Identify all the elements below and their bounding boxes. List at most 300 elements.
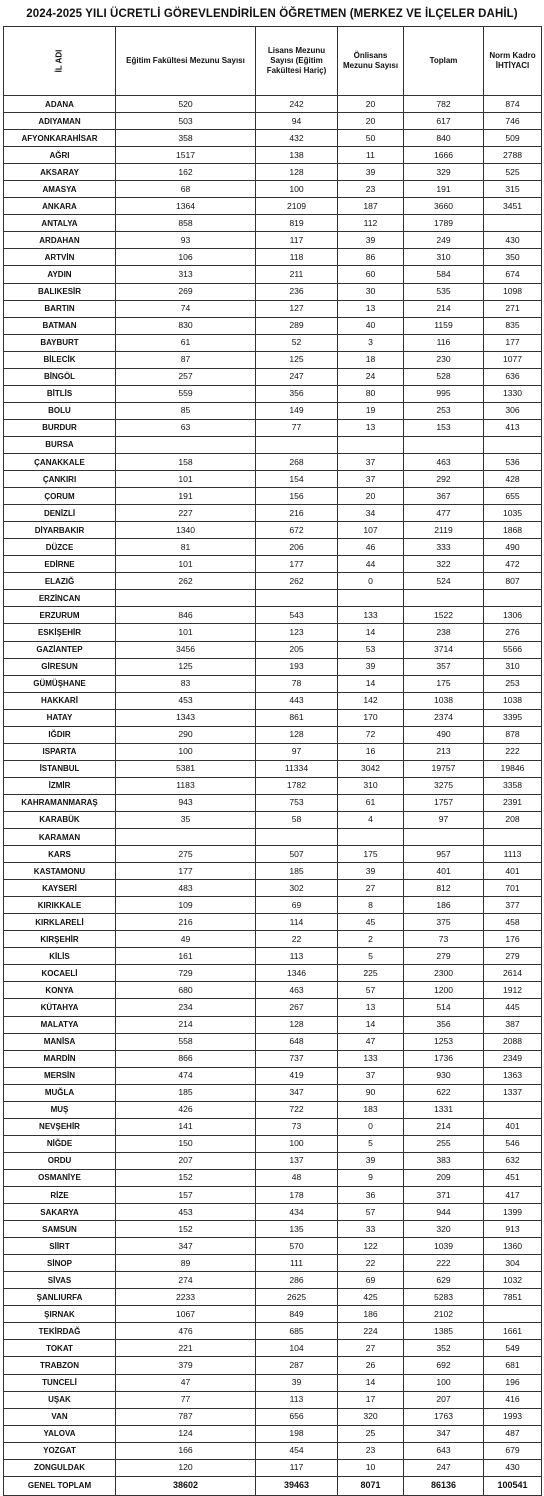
province-name: SİİRT	[4, 1238, 116, 1255]
table-cell: 5283	[404, 1289, 484, 1306]
province-name: MUĞLA	[4, 1084, 116, 1101]
table-cell: 81	[116, 539, 256, 556]
table-cell: 222	[404, 1255, 484, 1272]
table-cell: 183	[338, 1101, 404, 1118]
header-norm-kadro: Norm Kadro İHTİYACI	[484, 27, 542, 96]
table-cell: 1330	[484, 385, 542, 402]
table-row	[4, 198, 542, 215]
table-cell: 476	[116, 1323, 256, 1340]
table-cell: 127	[256, 300, 338, 317]
province-name: MALATYA	[4, 1016, 116, 1033]
province-name: ERZURUM	[4, 607, 116, 624]
table-cell: 1306	[484, 607, 542, 624]
province-name: TUNCELİ	[4, 1374, 116, 1391]
table-cell: 80	[338, 385, 404, 402]
table-row	[4, 232, 542, 249]
province-name: OSMANİYE	[4, 1169, 116, 1186]
table-cell: 722	[256, 1101, 338, 1118]
table-cell: 133	[338, 607, 404, 624]
table-cell: 487	[484, 1425, 542, 1442]
table-cell: 5566	[484, 641, 542, 658]
table-cell: 37	[338, 1067, 404, 1084]
table-cell: 153	[404, 419, 484, 436]
table-cell: 5	[338, 948, 404, 965]
table-cell: 1113	[484, 846, 542, 863]
table-cell: 1098	[484, 283, 542, 300]
table-cell: 97	[404, 811, 484, 828]
table-cell: 310	[338, 777, 404, 794]
table-row	[4, 1340, 542, 1357]
table-cell: 213	[404, 743, 484, 760]
table-row	[4, 811, 542, 828]
table-cell: 133	[338, 1050, 404, 1067]
table-cell: 356	[404, 1016, 484, 1033]
table-row	[4, 436, 542, 453]
table-cell: 290	[116, 726, 256, 743]
table-cell: 8	[338, 897, 404, 914]
table-cell: 846	[116, 607, 256, 624]
table-cell: 4	[338, 811, 404, 828]
table-cell: 995	[404, 385, 484, 402]
total-label: GENEL TOPLAM	[4, 1476, 116, 1495]
table-cell: 1912	[484, 982, 542, 999]
table-cell: 100	[256, 181, 338, 198]
table-cell: 1253	[404, 1033, 484, 1050]
table-cell: 1038	[404, 692, 484, 709]
table-row	[4, 1016, 542, 1033]
table-cell: 729	[116, 965, 256, 982]
table-cell: 37	[338, 453, 404, 470]
table-row	[4, 982, 542, 999]
table-row	[4, 590, 542, 607]
table-cell: 1868	[484, 522, 542, 539]
table-cell: 1200	[404, 982, 484, 999]
province-name: SAKARYA	[4, 1204, 116, 1221]
table-cell: 430	[484, 232, 542, 249]
table-row	[4, 488, 542, 505]
total-cell: 39463	[256, 1476, 338, 1495]
table-row	[4, 249, 542, 266]
table-cell: 636	[484, 368, 542, 385]
table-row	[4, 931, 542, 948]
province-name: UŞAK	[4, 1391, 116, 1408]
table-row	[4, 368, 542, 385]
table-cell: 14	[338, 1016, 404, 1033]
table-cell: 214	[116, 1016, 256, 1033]
province-name: ADIYAMAN	[4, 113, 116, 130]
province-name: SAMSUN	[4, 1221, 116, 1238]
teacher-table	[3, 26, 542, 1496]
table-cell: 819	[256, 215, 338, 232]
table-cell: 426	[116, 1101, 256, 1118]
table-cell: 379	[116, 1357, 256, 1374]
table-cell: 310	[484, 658, 542, 675]
province-name: BİLECİK	[4, 351, 116, 368]
table-cell: 216	[116, 914, 256, 931]
table-cell: 39	[338, 164, 404, 181]
table-cell: 11334	[256, 760, 338, 777]
table-cell: 216	[256, 505, 338, 522]
table-cell: 322	[404, 556, 484, 573]
table-cell: 524	[404, 573, 484, 590]
table-cell: 157	[116, 1187, 256, 1204]
table-cell: 849	[256, 1306, 338, 1323]
province-name: BİTLİS	[4, 385, 116, 402]
table-cell: 692	[404, 1357, 484, 1374]
table-row	[4, 164, 542, 181]
table-cell: 39	[256, 1374, 338, 1391]
table-cell: 93	[116, 232, 256, 249]
province-name: AMASYA	[4, 181, 116, 198]
table-row	[4, 300, 542, 317]
province-name: GİRESUN	[4, 658, 116, 675]
table-cell: 425	[338, 1289, 404, 1306]
province-name: MARDİN	[4, 1050, 116, 1067]
table-cell: 106	[116, 249, 256, 266]
province-name: AKSARAY	[4, 164, 116, 181]
table-cell: 570	[256, 1238, 338, 1255]
table-cell: 858	[116, 215, 256, 232]
table-cell: 35	[116, 811, 256, 828]
table-cell: 3714	[404, 641, 484, 658]
table-row	[4, 1204, 542, 1221]
table-cell: 5381	[116, 760, 256, 777]
table-cell: 23	[338, 1442, 404, 1459]
table-row	[4, 1152, 542, 1169]
table-cell: 306	[484, 402, 542, 419]
table-cell: 238	[404, 624, 484, 641]
table-cell: 840	[404, 130, 484, 147]
table-cell: 53	[338, 641, 404, 658]
table-cell: 2233	[116, 1289, 256, 1306]
province-name: KARAMAN	[4, 829, 116, 846]
table-cell: 170	[338, 709, 404, 726]
table-cell: 0	[338, 573, 404, 590]
table-row	[4, 505, 542, 522]
table-cell: 152	[116, 1221, 256, 1238]
table-cell: 371	[404, 1187, 484, 1204]
table-cell: 315	[484, 181, 542, 198]
table-cell: 72	[338, 726, 404, 743]
table-cell: 57	[338, 1204, 404, 1221]
table-cell: 69	[256, 897, 338, 914]
table-cell: 584	[404, 266, 484, 283]
table-cell	[404, 590, 484, 607]
province-name: HATAY	[4, 709, 116, 726]
table-cell: 125	[116, 658, 256, 675]
table-cell: 347	[116, 1238, 256, 1255]
table-cell: 472	[484, 556, 542, 573]
province-name: TRABZON	[4, 1357, 116, 1374]
table-cell: 2	[338, 931, 404, 948]
table-row	[4, 709, 542, 726]
table-cell: 543	[256, 607, 338, 624]
table-cell: 37	[338, 471, 404, 488]
table-row	[4, 948, 542, 965]
table-cell: 247	[256, 368, 338, 385]
table-cell: 434	[256, 1204, 338, 1221]
table-cell: 268	[256, 453, 338, 470]
table-cell: 1385	[404, 1323, 484, 1340]
table-row	[4, 999, 542, 1016]
province-name: AYDIN	[4, 266, 116, 283]
table-cell: 257	[116, 368, 256, 385]
table-cell: 289	[256, 317, 338, 334]
table-cell: 22	[338, 1255, 404, 1272]
province-name: ORDU	[4, 1152, 116, 1169]
table-cell: 14	[338, 1374, 404, 1391]
table-cell: 302	[256, 880, 338, 897]
table-cell: 11	[338, 147, 404, 164]
table-cell: 205	[256, 641, 338, 658]
table-cell: 50	[338, 130, 404, 147]
table-cell: 377	[484, 897, 542, 914]
table-cell: 320	[338, 1408, 404, 1425]
province-name: MANİSA	[4, 1033, 116, 1050]
province-name: NİĞDE	[4, 1135, 116, 1152]
table-cell: 214	[404, 1118, 484, 1135]
table-cell: 401	[404, 863, 484, 880]
table-cell: 313	[116, 266, 256, 283]
table-cell: 445	[484, 999, 542, 1016]
table-cell: 214	[404, 300, 484, 317]
table-cell: 957	[404, 846, 484, 863]
table-cell: 120	[116, 1459, 256, 1476]
table-cell: 1183	[116, 777, 256, 794]
table-cell: 117	[256, 232, 338, 249]
table-cell: 2300	[404, 965, 484, 982]
table-row	[4, 215, 542, 232]
table-cell: 861	[256, 709, 338, 726]
table-cell	[338, 436, 404, 453]
table-cell: 271	[484, 300, 542, 317]
table-cell	[484, 1306, 542, 1323]
table-cell: 177	[484, 334, 542, 351]
table-row	[4, 317, 542, 334]
table-cell: 622	[404, 1084, 484, 1101]
province-name: ESKİŞEHİR	[4, 624, 116, 641]
table-cell: 225	[338, 965, 404, 982]
table-cell: 546	[484, 1135, 542, 1152]
table-cell: 286	[256, 1272, 338, 1289]
table-row	[4, 692, 542, 709]
table-row	[4, 658, 542, 675]
province-name: AFYONKARAHİSAR	[4, 130, 116, 147]
table-cell: 177	[116, 863, 256, 880]
table-cell: 1035	[484, 505, 542, 522]
table-row	[4, 1289, 542, 1306]
table-row	[4, 556, 542, 573]
table-cell: 520	[116, 96, 256, 113]
table-cell: 357	[404, 658, 484, 675]
table-row	[4, 1221, 542, 1238]
table-cell: 104	[256, 1340, 338, 1357]
province-name: ANKARA	[4, 198, 116, 215]
table-row	[4, 334, 542, 351]
table-cell: 356	[256, 385, 338, 402]
table-cell: 222	[484, 743, 542, 760]
table-cell: 227	[116, 505, 256, 522]
table-cell: 1399	[484, 1204, 542, 1221]
table-cell: 209	[404, 1169, 484, 1186]
table-cell: 230	[404, 351, 484, 368]
table-cell: 44	[338, 556, 404, 573]
province-name: ARTVİN	[4, 249, 116, 266]
table-cell: 1077	[484, 351, 542, 368]
table-cell: 69	[338, 1272, 404, 1289]
table-cell: 0	[338, 1118, 404, 1135]
table-cell: 262	[116, 573, 256, 590]
table-cell: 387	[484, 1016, 542, 1033]
province-name: AĞRI	[4, 147, 116, 164]
table-cell: 161	[116, 948, 256, 965]
table-cell: 358	[116, 130, 256, 147]
table-row	[4, 897, 542, 914]
table-row	[4, 113, 542, 130]
table-cell: 30	[338, 283, 404, 300]
table-cell: 150	[116, 1135, 256, 1152]
table-cell: 559	[116, 385, 256, 402]
table-cell: 292	[404, 471, 484, 488]
table-cell: 142	[338, 692, 404, 709]
table-cell: 177	[256, 556, 338, 573]
table-cell: 812	[404, 880, 484, 897]
table-cell: 944	[404, 1204, 484, 1221]
table-cell: 401	[484, 863, 542, 880]
table-cell: 1522	[404, 607, 484, 624]
table-cell: 2374	[404, 709, 484, 726]
table-cell: 1038	[484, 692, 542, 709]
table-cell: 913	[484, 1221, 542, 1238]
table-cell: 3	[338, 334, 404, 351]
table-cell: 86	[338, 249, 404, 266]
table-row	[4, 453, 542, 470]
table-cell: 275	[116, 846, 256, 863]
table-cell: 3042	[338, 760, 404, 777]
table-cell: 347	[256, 1084, 338, 1101]
table-cell: 107	[338, 522, 404, 539]
table-cell: 383	[404, 1152, 484, 1169]
table-row	[4, 1408, 542, 1425]
table-cell: 310	[404, 249, 484, 266]
table-row	[4, 1442, 542, 1459]
province-name: ISPARTA	[4, 743, 116, 760]
table-cell: 503	[116, 113, 256, 130]
table-cell: 162	[116, 164, 256, 181]
table-cell: 49	[116, 931, 256, 948]
table-cell	[256, 436, 338, 453]
table-cell: 2088	[484, 1033, 542, 1050]
table-cell: 207	[116, 1152, 256, 1169]
table-cell: 20	[338, 96, 404, 113]
table-cell: 2391	[484, 794, 542, 811]
province-name: RİZE	[4, 1187, 116, 1204]
table-cell: 320	[404, 1221, 484, 1238]
province-name: ÇORUM	[4, 488, 116, 505]
table-row	[4, 863, 542, 880]
table-cell: 2614	[484, 965, 542, 982]
province-name: MUŞ	[4, 1101, 116, 1118]
table-cell: 123	[256, 624, 338, 641]
table-cell: 787	[116, 1408, 256, 1425]
table-cell: 528	[404, 368, 484, 385]
table-cell	[484, 436, 542, 453]
table-cell: 1661	[484, 1323, 542, 1340]
table-cell: 2788	[484, 147, 542, 164]
table-cell: 401	[484, 1118, 542, 1135]
table-cell: 39	[338, 1152, 404, 1169]
table-cell: 2109	[256, 198, 338, 215]
province-name: KOCAELİ	[4, 965, 116, 982]
table-row	[4, 880, 542, 897]
province-name: BAYBURT	[4, 334, 116, 351]
table-cell: 329	[404, 164, 484, 181]
table-cell: 632	[484, 1152, 542, 1169]
table-cell: 1159	[404, 317, 484, 334]
province-name: GAZİANTEP	[4, 641, 116, 658]
table-cell: 279	[484, 948, 542, 965]
table-row	[4, 351, 542, 368]
table-cell	[338, 590, 404, 607]
table-cell: 78	[256, 675, 338, 692]
table-cell: 483	[116, 880, 256, 897]
table-row	[4, 1374, 542, 1391]
table-cell: 166	[116, 1442, 256, 1459]
table-cell: 18	[338, 351, 404, 368]
table-cell: 234	[116, 999, 256, 1016]
table-row	[4, 1357, 542, 1374]
table-cell: 128	[256, 726, 338, 743]
table-cell: 1067	[116, 1306, 256, 1323]
table-cell: 52	[256, 334, 338, 351]
table-cell: 549	[484, 1340, 542, 1357]
table-cell: 135	[256, 1221, 338, 1238]
table-cell: 267	[256, 999, 338, 1016]
table-row	[4, 1169, 542, 1186]
province-name: KÜTAHYA	[4, 999, 116, 1016]
table-cell: 255	[404, 1135, 484, 1152]
province-name: ELAZIĞ	[4, 573, 116, 590]
province-name: KARS	[4, 846, 116, 863]
table-row	[4, 96, 542, 113]
table-row	[4, 641, 542, 658]
table-row	[4, 283, 542, 300]
table-cell: 211	[256, 266, 338, 283]
table-cell: 7851	[484, 1289, 542, 1306]
table-cell: 124	[116, 1425, 256, 1442]
table-cell: 60	[338, 266, 404, 283]
table-row	[4, 419, 542, 436]
table-row	[4, 1084, 542, 1101]
table-cell	[256, 590, 338, 607]
table-row	[4, 965, 542, 982]
table-cell: 100	[116, 743, 256, 760]
province-name: ERZİNCAN	[4, 590, 116, 607]
table-row	[4, 147, 542, 164]
table-cell: 13	[338, 419, 404, 436]
table-cell: 367	[404, 488, 484, 505]
table-cell: 46	[338, 539, 404, 556]
table-cell	[404, 436, 484, 453]
table-cell: 236	[256, 283, 338, 300]
table-cell: 187	[338, 198, 404, 215]
table-row	[4, 1272, 542, 1289]
table-cell: 463	[404, 453, 484, 470]
table-cell: 536	[484, 453, 542, 470]
table-row	[4, 1425, 542, 1442]
province-name: İSTANBUL	[4, 760, 116, 777]
table-cell: 22	[256, 931, 338, 948]
